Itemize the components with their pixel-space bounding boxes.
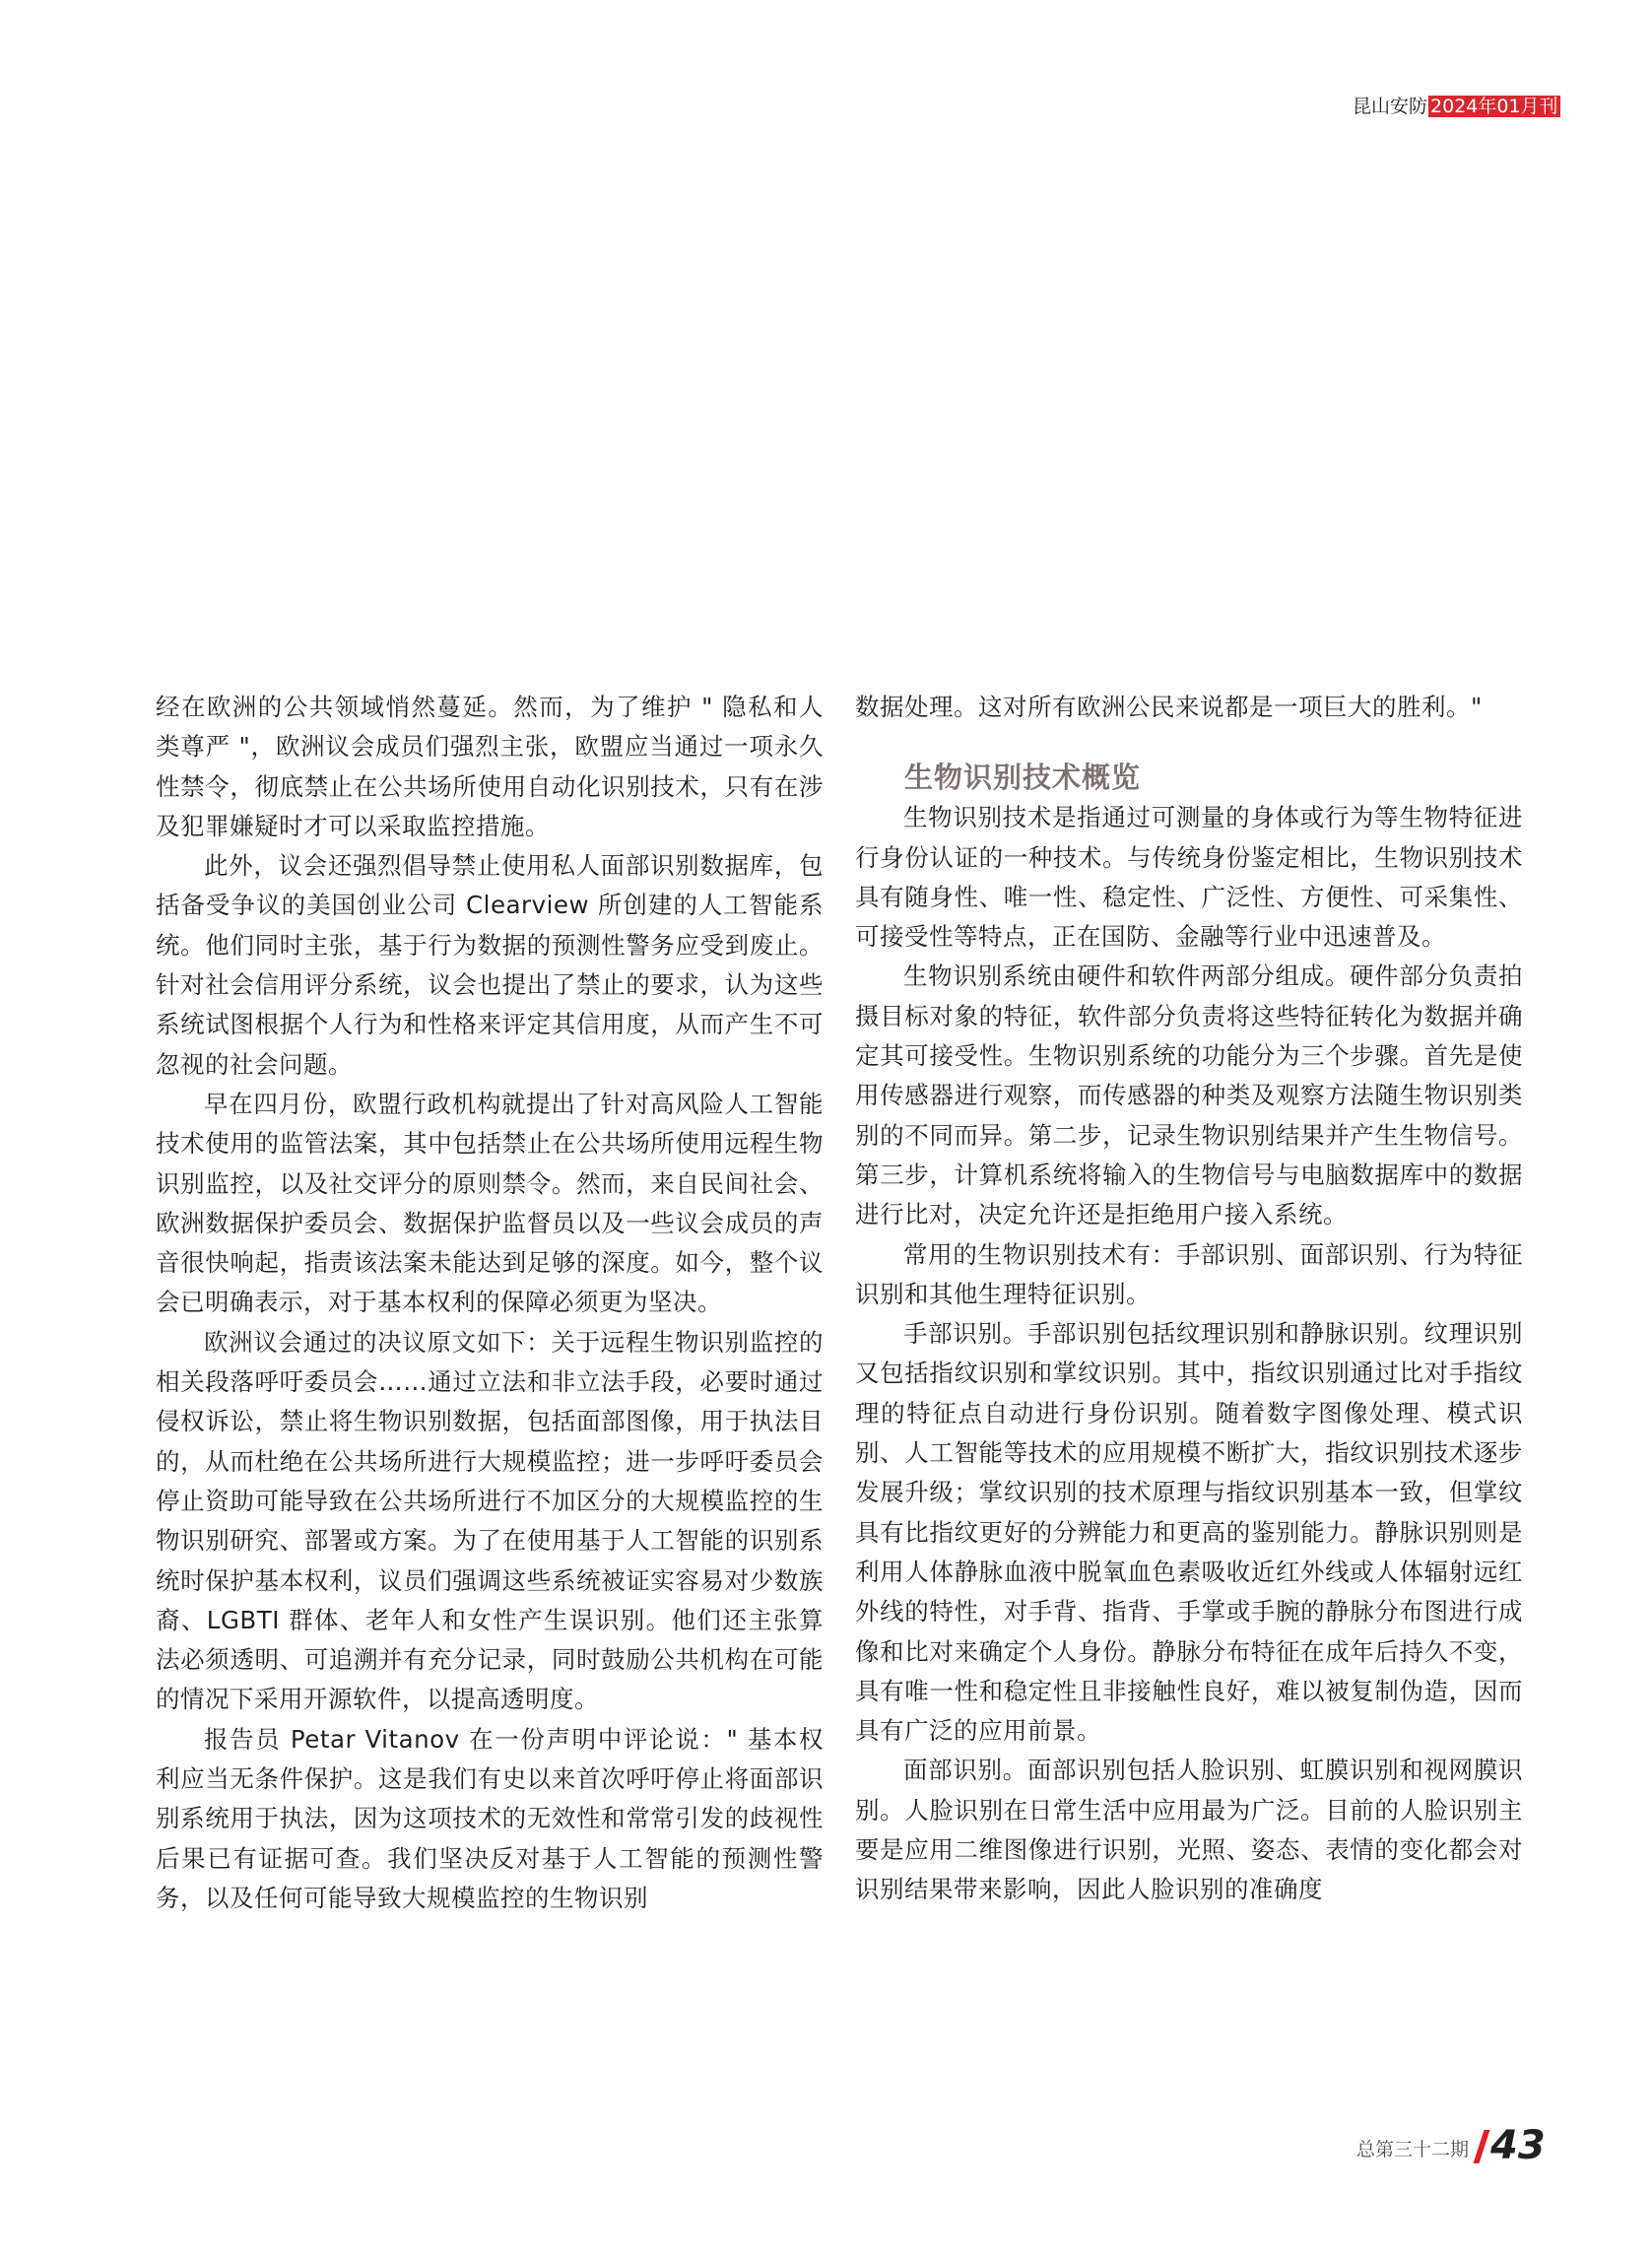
slash-divider-icon	[1473, 2130, 1489, 2163]
paragraph: 面部识别。面部识别包括人脸识别、虹膜识别和视网膜识别。人脸识别在日常生活中应用最为广泛。目前的人脸识别主要是应用二维图像进行识别，光照、姿态、表情的变化都会对识别结果带来影响，因此人脸识别的准确度	[855, 1756, 1523, 1904]
paragraph: 此外，议会还强烈倡导禁止使用私人面部识别数据库，包括备受争议的美国创业公司 Clearview 所创建的人工智能系统。他们同时主张，基于行为数据的预测性警务应受到废止。针对社会信用评分系统，议会也提出了禁止的要求，认为这些系统试图根据个人行为和性格来评定其信用度，从而产生不可忽视的社会问题。	[156, 851, 824, 1079]
magazine-name: 昆山安防	[1353, 96, 1428, 117]
issue-label: 总第三十二期	[1356, 2139, 1470, 2160]
paragraph: 常用的生物识别技术有：手部识别、面部识别、行为特征识别和其他生理特征识别。	[855, 1239, 1523, 1308]
left-column	[156, 688, 824, 1918]
paragraph-continued: 数据处理。这对所有欧洲公民来说都是一项巨大的胜利。"	[855, 693, 1483, 721]
paragraph-continued: 经在欧洲的公共领域悄然蔓延。然而，为了维护 " 隐私和人类尊严 "，欧洲议会成员们强烈主张，欧盟应当通过一项永久性禁令，彻底禁止在公共场所使用自动化识别技术，只有在涉及犯罪嫌疑时才可以采取监控措施。	[156, 693, 824, 840]
running-header	[1353, 95, 1560, 118]
page-footer	[1356, 2118, 1546, 2167]
section-heading: 生物识别技术概览	[904, 761, 1142, 795]
paragraph: 手部识别。手部识别包括纹理识别和静脉识别。纹理识别又包括指纹识别和掌纹识别。其中，指纹识别通过比对手指纹理的特征点自动进行身份识别。随着数字图像处理、模式识别、人工智能等技术的应用规模不断扩大，指纹识别技术逐步发展升级；掌纹识别的技术原理与指纹识别基本一致，但掌纹具有比指纹更好的分辨能力和更高的鉴别能力。静脉识别则是利用人体静脉血液中脱氧血色素吸收近红外线或人体辐射远红外线的特性，对手背、指背、手掌或手腕的静脉分布图进行成像和比对来确定个人身份。静脉分布特征在成年后持久不变，具有唯一性和稳定性且非接触性良好，难以被复制伪造，因而具有广泛的应用前景。	[855, 1319, 1523, 1746]
paragraph: 报告员 Petar Vitanov 在一份声明中评论说：" 基本权利应当无条件保护。这是我们有史以来首次呼吁停止将面部识别系统用于执法，因为这项技术的无效性和常常引发的歧视性后果已有证据可查。我们坚决反对基于人工智能的预测性警务，以及任何可能导致大规模监控的生物识别	[156, 1724, 824, 1912]
issue-badge: 2024年01月刊	[1430, 96, 1558, 117]
right-column	[855, 688, 1523, 1910]
paragraph: 生物识别系统由硬件和软件两部分组成。硬件部分负责拍摄目标对象的特征，软件部分负责将这些特征转化为数据并确定其可接受性。生物识别系统的功能分为三个步骤。首先是使用传感器进行观察，而传感器的种类及观察方法随生物识别类别的不同而异。第二步，记录生物识别结果并产生生物信号。第三步，计算机系统将输入的生物信号与电脑数据库中的数据进行比对，决定允许还是拒绝用户接入系统。	[855, 962, 1523, 1229]
page-number: 43	[1490, 2123, 1546, 2168]
paragraph: 生物识别技术是指通过可测量的身体或行为等生物特征进行身份认证的一种技术。与传统身份鉴定相比，生物识别技术具有随身性、唯一性、稳定性、广泛性、方便性、可采集性、可接受性等特点，正在国防、金融等行业中迅速普及。	[855, 803, 1523, 952]
paragraph: 欧洲议会通过的决议原文如下：关于远程生物识别监控的相关段落呼吁委员会……通过立法和非立法手段，必要时通过侵权诉讼，禁止将生物识别数据，包括面部图像，用于执法目的，从而杜绝在公共场所进行大规模监控；进一步呼吁委员会停止资助可能导致在公共场所进行不加区分的大规模监控的生物识别研究、部署或方案。为了在使用基于人工智能的识别系统时保护基本权利，议员们强调这些系统被证实容易对少数族裔、LGBTI 群体、老年人和女性产生误识别。他们还主张算法必须透明、可追溯并有充分记录，同时鼓励公共机构在可能的情况下采用开源软件，以提高透明度。	[156, 1327, 824, 1714]
paragraph: 早在四月份，欧盟行政机构就提出了针对高风险人工智能技术使用的监管法案，其中包括禁止在公共场所使用远程生物识别监控，以及社交评分的原则禁令。然而，来自民间社会、欧洲数据保护委员会、数据保护监督员以及一些议会成员的声音很快响起，指责该法案未能达到足够的深度。如今，整个议会已明确表示，对于基本权利的保障必须更为坚决。	[156, 1089, 824, 1317]
